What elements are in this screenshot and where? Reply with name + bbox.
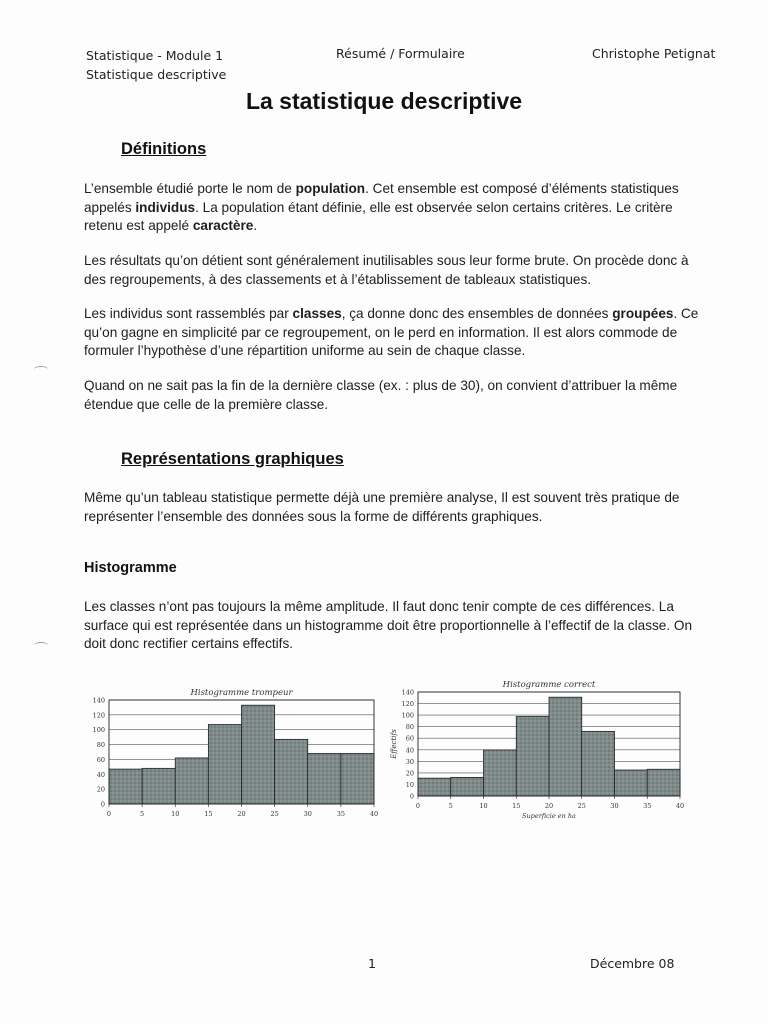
paragraph-population <box>84 180 708 236</box>
header-author: Christophe Petignat <box>592 46 716 61</box>
x-tick-label: 30 <box>303 810 312 818</box>
x-tick-label: 5 <box>448 802 453 810</box>
x-tick-label: 25 <box>270 810 279 818</box>
paragraph-classes <box>84 305 708 361</box>
histogram-bar <box>647 769 680 796</box>
bold-term: individus <box>135 199 196 215</box>
text-run: Quand on ne sait pas la fin de la dernière classe (ex. : plus de 30), on convient d’attribuer la même étendue que celle de la première classe. <box>84 378 678 412</box>
y-tick-label: 60 <box>405 734 414 743</box>
text-run: , ça donne donc des ensembles de données <box>341 306 613 321</box>
y-tick-label: 80 <box>96 741 105 750</box>
x-tick-label: 40 <box>675 802 685 810</box>
y-tick-label: 20 <box>96 785 105 794</box>
paragraph-graphiques <box>84 489 708 526</box>
x-tick-label: 35 <box>643 802 652 810</box>
chart-histogramme-correct <box>388 670 688 831</box>
x-tick-label: 15 <box>204 810 213 818</box>
header-course <box>86 46 226 84</box>
histogram-bar <box>418 778 451 796</box>
x-tick-label: 40 <box>369 810 379 818</box>
y-tick-label: 120 <box>401 700 414 709</box>
histogram-bar <box>341 753 374 804</box>
y-tick-label: 40 <box>405 746 414 755</box>
x-tick-label: 20 <box>544 802 554 810</box>
chart-title: Histogramme trompeur <box>190 688 293 698</box>
chart-svg-trompeur <box>82 678 382 826</box>
x-tick-label: 10 <box>479 802 488 810</box>
x-tick-label: 25 <box>577 802 586 810</box>
chart-title: Histogramme correct <box>502 680 596 690</box>
x-tick-label: 35 <box>336 810 346 818</box>
text-run: L’ensemble étudié porte le nom de <box>84 181 296 196</box>
histogram-bar <box>615 770 648 796</box>
x-tick-label: 0 <box>415 802 421 810</box>
margin-mark <box>34 642 48 649</box>
x-tick-label: 20 <box>237 810 246 818</box>
y-tick-label: 0 <box>100 800 105 809</box>
bold-term: caractère <box>192 218 254 233</box>
text-run: . <box>253 218 258 233</box>
y-tick-label: 60 <box>96 755 105 764</box>
y-axis-label: Effectifs <box>390 729 398 759</box>
y-tick-label: 140 <box>401 688 414 697</box>
y-tick-label: 30 <box>405 757 414 766</box>
y-tick-label: 40 <box>96 770 105 779</box>
x-tick-label: 5 <box>140 810 145 818</box>
histogram-bar <box>208 725 241 804</box>
page-title: La statistique descriptive <box>245 88 523 114</box>
text-run: . Cet ensemble est composé d’éléments statistiques appelés <box>84 181 679 215</box>
histogram-bar <box>175 758 208 804</box>
y-tick-label: 120 <box>92 711 105 720</box>
y-tick-label: 100 <box>401 711 414 720</box>
bold-term: classes <box>292 306 342 321</box>
bold-term: groupées <box>612 306 674 321</box>
paragraph-histogramme <box>84 598 708 654</box>
header-subject: Statistique descriptive <box>86 67 227 82</box>
histogram-bar <box>109 769 142 804</box>
page-number: 1 <box>368 956 376 971</box>
y-tick-label: 10 <box>405 780 414 789</box>
text-run: Les classes n’ont pas toujours la même amplitude. Il faut donc tenir compte de ces différences. La surface qui est représentée dans un histogramme doit être proportionnelle à l’effectif de la classe. On doit donc rectifier certains effectifs. <box>84 599 693 651</box>
paragraph-derniere-classe <box>84 377 708 414</box>
x-tick-label: 30 <box>610 802 619 810</box>
x-tick-label: 10 <box>171 810 180 818</box>
y-tick-label: 0 <box>409 792 414 801</box>
histogram-bar <box>275 739 308 804</box>
x-tick-label: 0 <box>106 810 112 818</box>
histogram-bar <box>516 717 549 796</box>
text-run: Les résultats qu’on détient sont généralement inutilisables sous leur forme brute. On procède donc à des regroupements, à des classements et à l’établissement de tableaux statistiques. <box>84 253 689 287</box>
histogram-bar <box>242 705 275 804</box>
chart-histogramme-trompeur <box>82 678 382 831</box>
header-doc-type: Résumé / Formulaire <box>336 46 465 61</box>
text-run: . La population étant définie, elle est observée selon certains critères. Le critère retenu est appelé <box>84 199 673 233</box>
bold-term: population <box>295 181 366 196</box>
section-heading-graphiques: Représentations graphiques <box>121 450 344 468</box>
y-tick-label: 100 <box>92 726 105 735</box>
histogram-bar <box>142 768 175 804</box>
subsection-heading-histogramme: Histogramme <box>84 560 177 576</box>
histogram-bar <box>549 697 582 796</box>
histogram-bar <box>484 750 517 796</box>
y-tick-label: 80 <box>405 723 414 732</box>
x-tick-label: 15 <box>512 802 521 810</box>
y-tick-label: 140 <box>92 696 105 705</box>
histogram-bar <box>451 777 484 796</box>
section-heading-definitions: Définitions <box>121 140 207 158</box>
paragraph-regroupements <box>84 252 708 289</box>
header-module: Statistique - Module 1 <box>86 48 224 63</box>
margin-mark <box>34 366 48 373</box>
histogram-bar <box>582 731 615 796</box>
footer-date: Décembre 08 <box>590 956 675 971</box>
histogram-bar <box>308 753 341 804</box>
x-axis-label: Superficie en ha <box>522 812 576 820</box>
y-tick-label: 20 <box>405 769 414 778</box>
chart-svg-correct <box>388 670 688 826</box>
text-run: Les individus sont rassemblés par <box>84 306 293 321</box>
text-run: Même qu’un tableau statistique permette déjà une première analyse, Il est souvent très pratique de représenter l’ensemble des données sous la forme de différents graphiques. <box>84 490 680 524</box>
text-run: . Ce qu’on gagne en simplicité par ce regroupement, on le perd en information. Il est alors commode de formuler l’hypothèse d’une répartition uniforme au sein de chaque classe. <box>84 306 699 358</box>
